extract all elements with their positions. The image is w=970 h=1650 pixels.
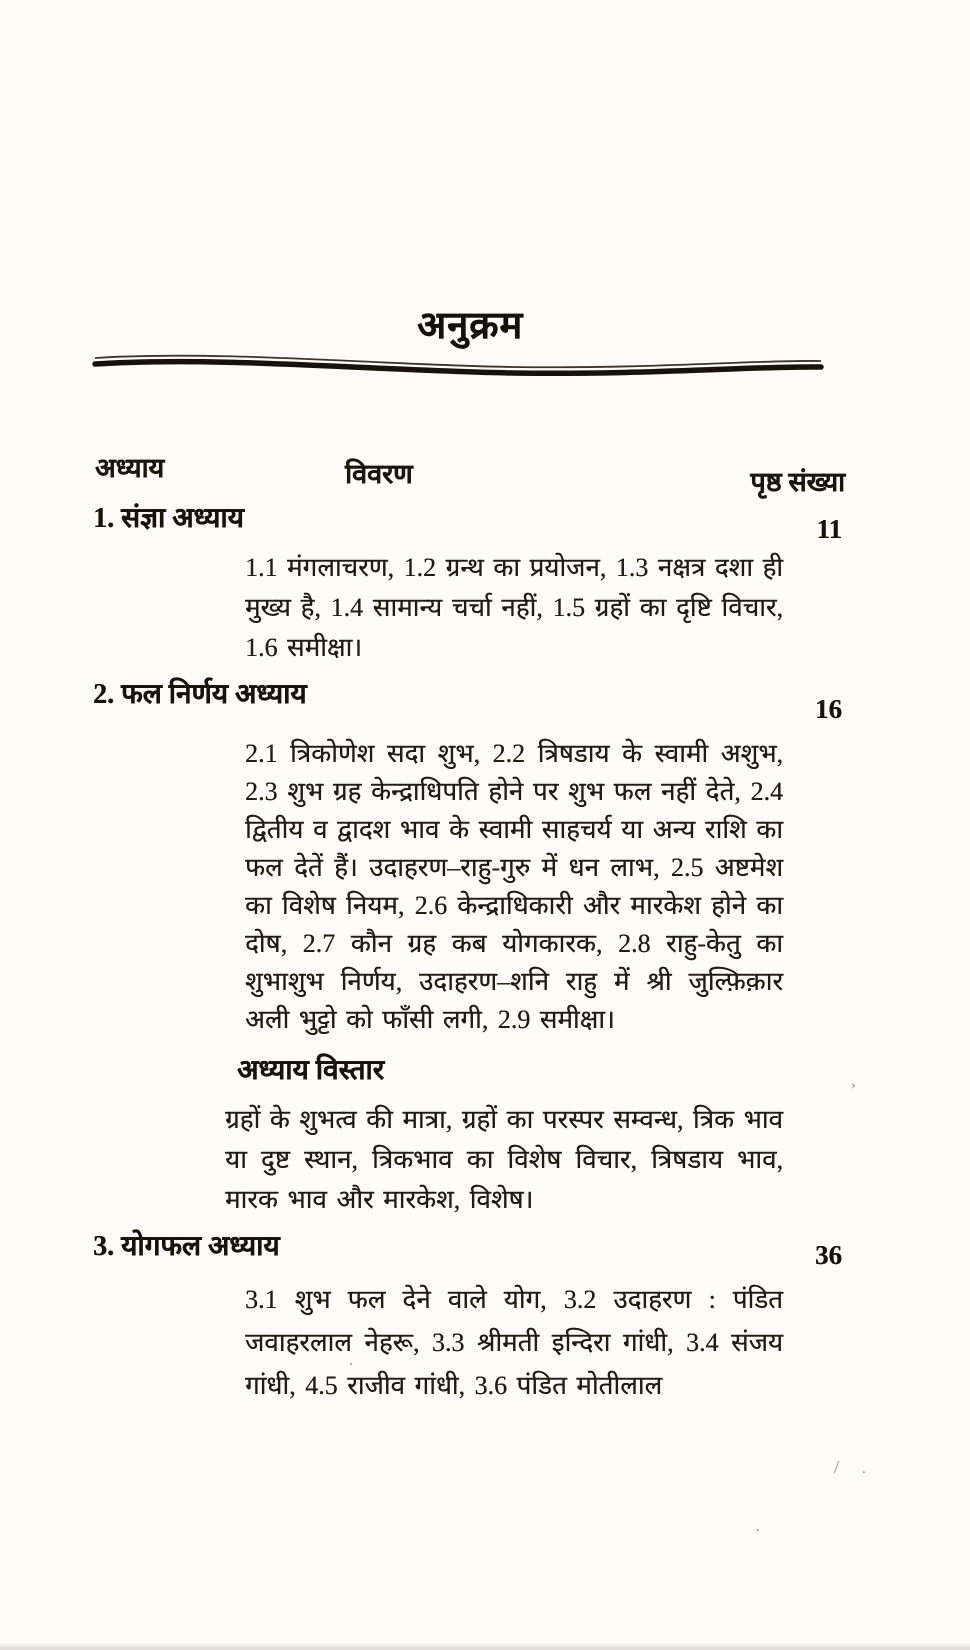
column-header-description: विवरण	[345, 459, 413, 489]
chapter-extra-description-2: ग्रहों के शुभत्व की मात्रा, ग्रहों का परस्पर सम्वन्ध, त्रिक भाव या दुष्ट स्थान, त्रिकभाव का विशेष विचार, त्रिषडाय भाव, मारक भाव और मारकेश, विशेष।	[225, 1105, 783, 1214]
scan-artifact: .	[349, 1353, 353, 1369]
column-header-page-number: पृष्ठ संख्या	[750, 467, 845, 497]
double-rule-graphic	[92, 348, 824, 378]
column-header-chapter: अध्याय	[95, 453, 165, 483]
chapter-heading-2: 2. फल निर्णय अध्याय	[93, 679, 307, 710]
decorative-rule	[92, 348, 824, 383]
chapter-description-2: 2.1 त्रिकोणेश सदा शुभ, 2.2 त्रिषडाय के स्वामी अशुभ, 2.3 शुभ ग्रह केन्द्राधिपति होने पर शुभ फल नहीं देते, 2.4 द्वितीय व द्वादश भाव के स्वामी साहचर्य या अन्य राशि का फल देतें हैं। उदाहरण–राहु-गुरु में धन लाभ, 2.5 अष्टमेश का विशेष नियम, 2.6 केन्द्राधिकारी और मारकेश होने का दोष, 2.7 कौन ग्रह कब योगकारक, 2.8 राहु-केतु का शुभाशुभ निर्णय, उदाहरण–शनि राहु में श्री जुल्फ़िक़ार अली भुट्टो को फाँसी लगी, 2.9 समीक्षा।	[245, 739, 783, 1034]
chapter-description-3: 3.1 शुभ फल देने वाले योग, 3.2 उदाहरण : पंडित जवाहरलाल नेहरू, 3.3 श्रीमती इन्दिरा गांधी, 3.4 संजय गांधी, 4.5 राजीव गांधी, 3.6 पंडित मोतीलाल	[245, 1285, 783, 1400]
section-subheading-chapter-detail: अध्याय विस्तार	[237, 1055, 385, 1086]
scan-edge-shadow	[0, 1642, 970, 1650]
chapter-heading-3: 3. योगफल अध्याय	[93, 1231, 280, 1262]
page-number-2: 16	[815, 694, 842, 724]
scan-artifact: /	[834, 1457, 840, 1477]
scan-artifact: .	[756, 1519, 760, 1535]
scan-artifact: ›	[851, 1077, 856, 1093]
page-title: अनुक्रम	[416, 305, 524, 347]
scan-artifact: .	[862, 1461, 866, 1477]
page-number-3: 36	[815, 1240, 842, 1270]
page-number-1: 11	[816, 514, 842, 544]
chapter-heading-1: 1. संज्ञा अध्याय	[93, 503, 244, 534]
chapter-description-1: 1.1 मंगलाचरण, 1.2 ग्रन्थ का प्रयोजन, 1.3 नक्षत्र दशा ही मुख्य है, 1.4 सामान्य चर्चा नहीं, 1.5 ग्रहों का दृष्टि विचार, 1.6 समीक्षा।	[245, 553, 783, 662]
